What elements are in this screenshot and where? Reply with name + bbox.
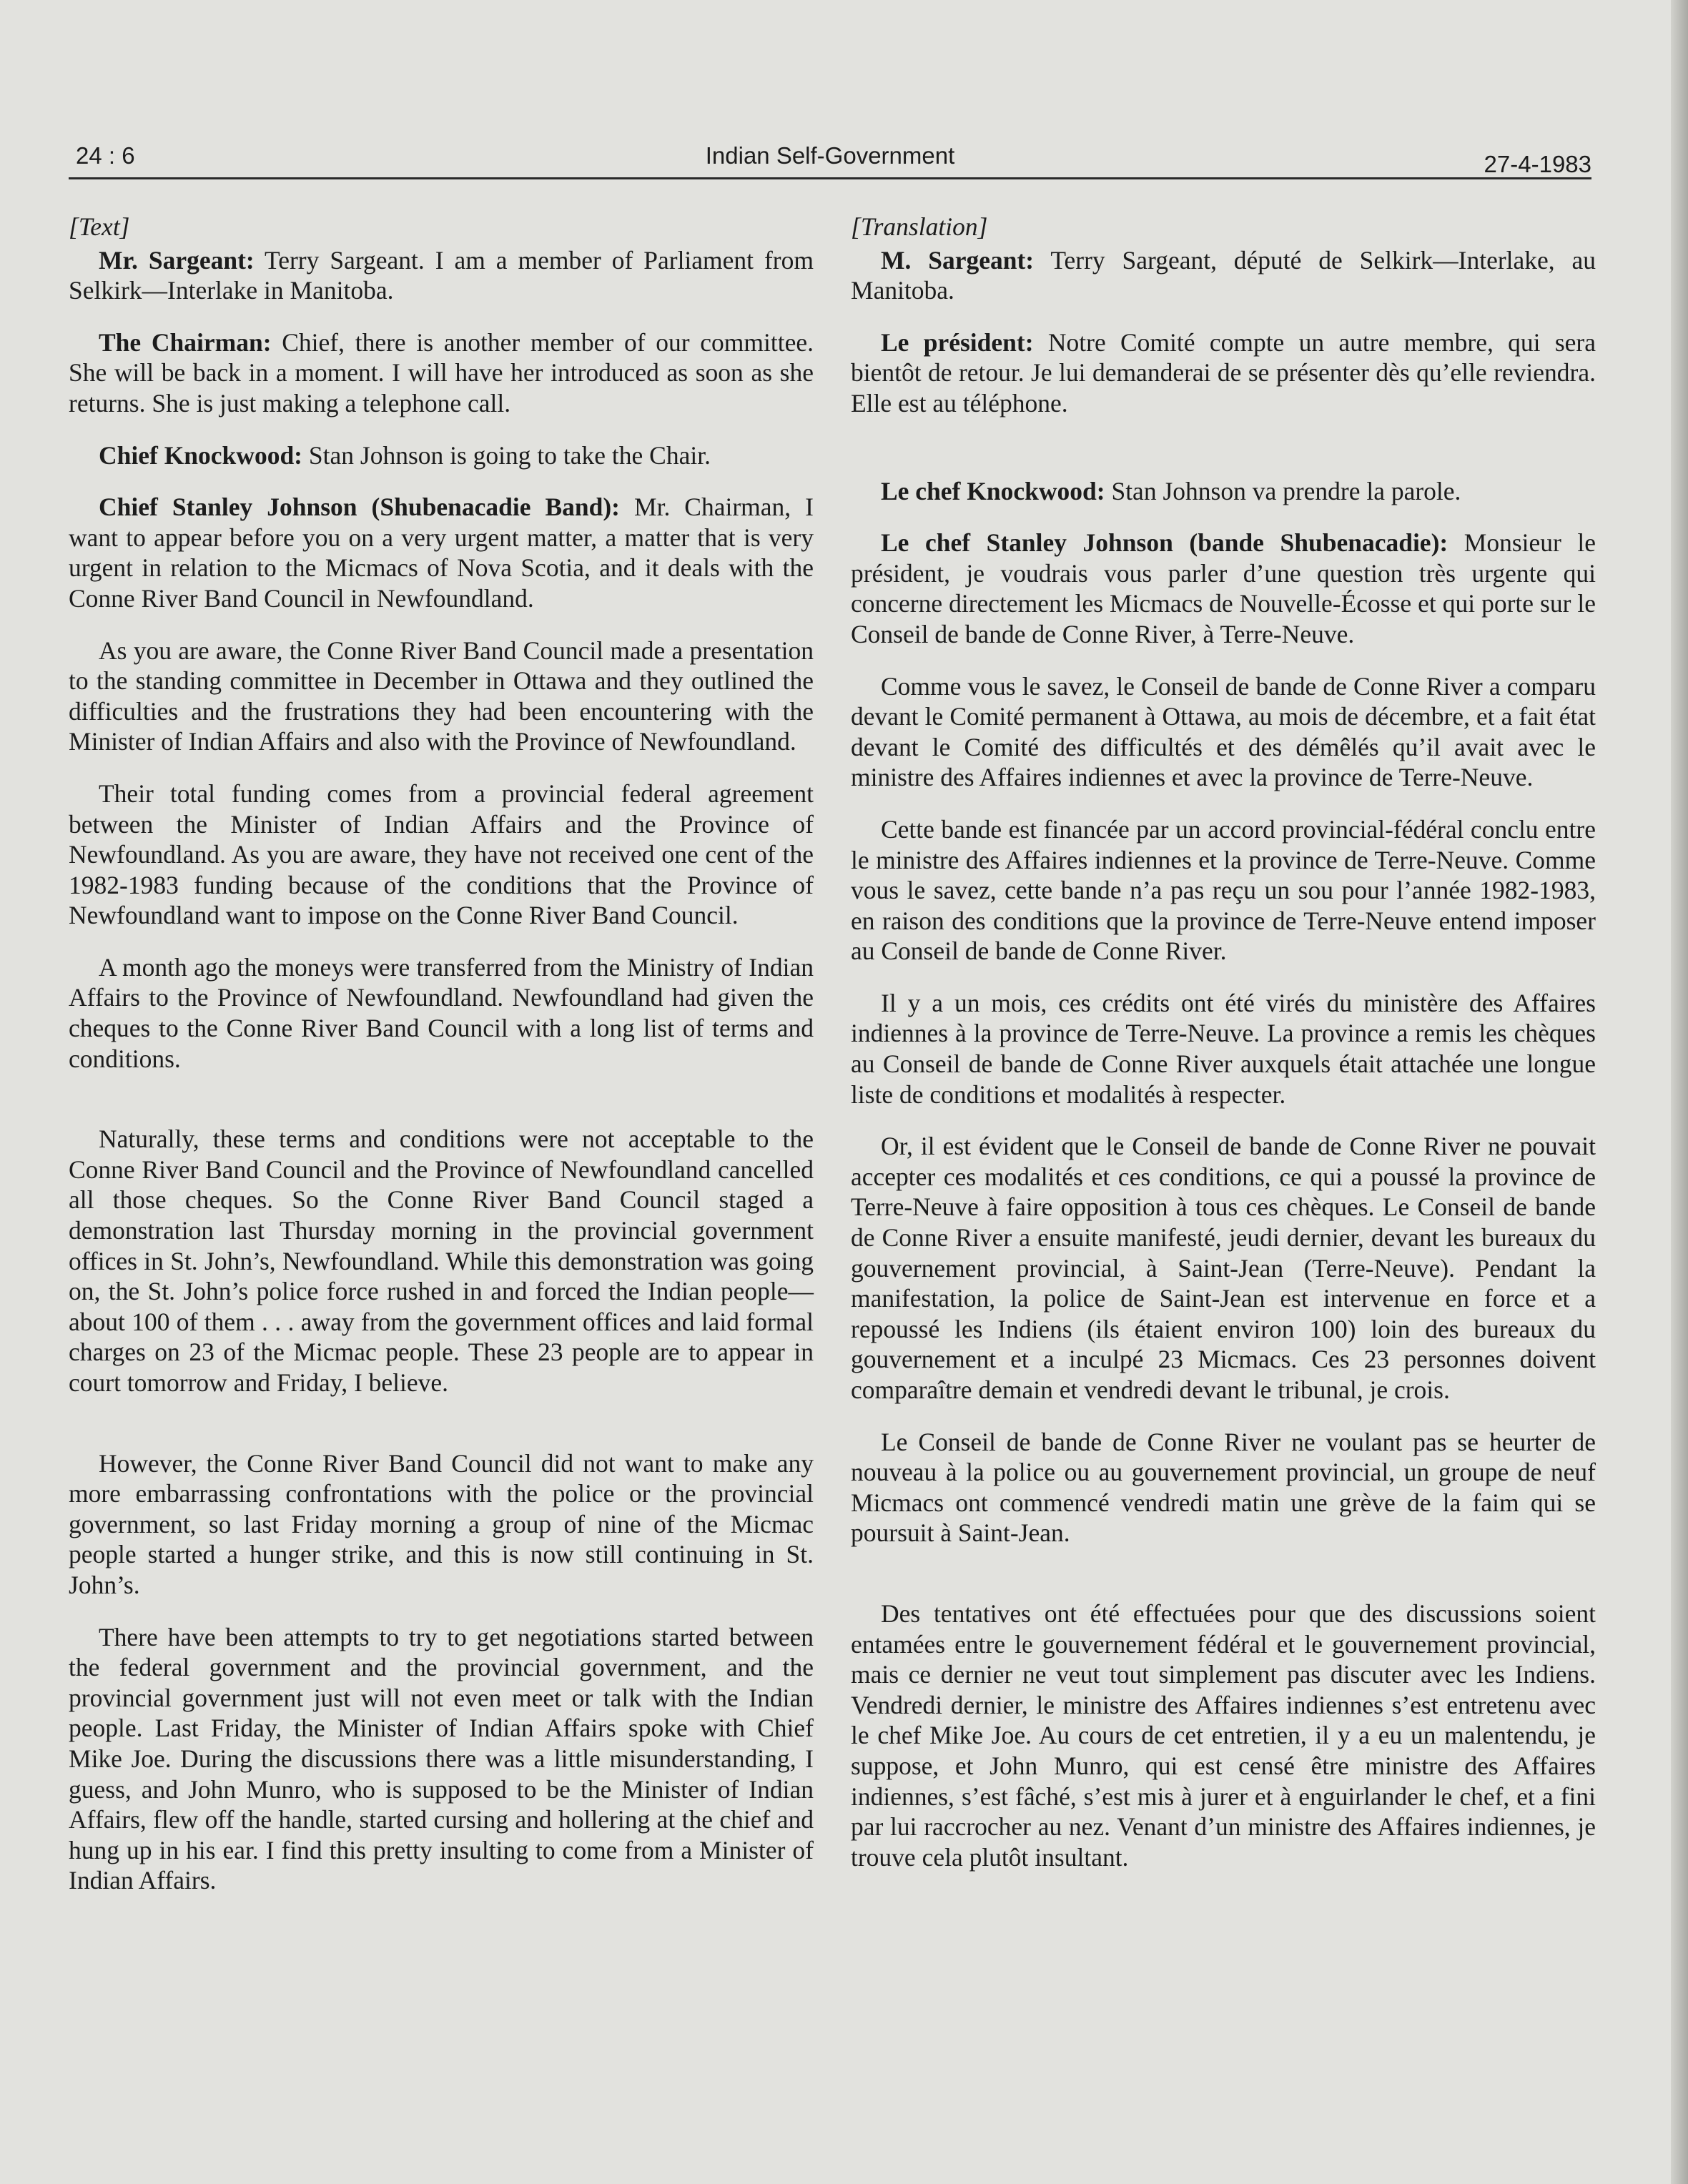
speech-text: Chief, there is another member of our committee. She will be back in a moment. I will have her introduced as soon as she returns. She is just making a telephone call.: [69, 327, 814, 417]
speaker-name: Le président:: [881, 327, 1034, 357]
speech-text: Notre Comité compte un autre membre, qui sera bientôt de retour. Je lui demanderai de se présenter dès qu’elle reviendra. Elle est au téléphone.: [851, 327, 1596, 417]
page-number: 24 : 6: [76, 142, 135, 169]
paragraph: Le Conseil de bande de Conne River ne voulant pas se heurter de nouveau à la police ou au gouvernement provincial, un groupe de neuf Micmacs ont commencé vendredi matin une grève de la faim qui se poursuit à Saint-Jean.: [851, 1427, 1596, 1548]
speaker-name: The Chairman:: [99, 327, 272, 357]
speech-text: Terry Sargeant. I am a member of Parliament from Selkirk—Interlake in Manitoba.: [69, 245, 814, 305]
paragraph: [69, 245, 814, 306]
paragraph: Or, il est évident que le Conseil de bande de Conne River ne pouvait accepter ces modalités et ces conditions, ce qui a poussé la province de Terre-Neuve à faire opposition à tous ces chèques. Le Conseil de bande de Conne River a ensuite manifesté, jeudi dernier, devant les bureaux du gouvernement provincial, à Saint-Jean (Terre-Neuve). Pendant la manifestation, la police de Saint-Jean est intervenue en force et a repoussé les Indiens (ils étaient environ 100) loin des bureaux du gouvernement et a inculpé 23 Micmacs. Ces 23 personnes doivent comparaître demain et vendredi devant le tribunal, je crois.: [851, 1132, 1596, 1404]
speaker-name: Le chef Stanley Johnson (bande Shubenacadie):: [881, 528, 1448, 558]
sitting-date: 27-4-1983: [1484, 151, 1591, 177]
french-column: [851, 212, 1596, 1894]
speaker-name: M. Sargeant:: [881, 245, 1035, 275]
paragraph: [851, 528, 1596, 649]
speaker-name: Chief Knockwood:: [99, 440, 303, 470]
paragraph: Il y a un mois, ces crédits ont été virés du ministère des Affaires indiennes à la province de Terre-Neuve. La province a remis les chèques au Conseil de bande de Conne River auxquels était attachée une longue liste de conditions et modalités à respecter.: [851, 988, 1596, 1109]
paragraph: There have been attempts to try to get negotiations started between the federal government and the provincial government, and the provincial government just will not even meet or talk with the Indian people. Last Friday, the Minister of Indian Affairs spoke with Chief Mike Joe. During the discussions there was a little misunderstanding, I guess, and John Munro, who is supposed to be the Minister of Indian Affairs, flew off the handle, started cursing and hollering at the chief and hung up in his ear. I find this pretty insulting to come from a Minister of Indian Affairs.: [69, 1622, 814, 1895]
speech-text: Stan Johnson va prendre la parole.: [1105, 476, 1461, 505]
section-label-translation: [Translation]: [851, 212, 988, 241]
paragraph: Cette bande est financée par un accord provincial-fédéral conclu entre le ministre des Affaires indiennes et la province de Terre-Neuve. Comme vous le savez, cette bande n’a pas reçu un sou pour l’année 1982-1983, en raison des conditions que la province de Terre-Neuve entend imposer au Conseil de bande de Conne River.: [851, 814, 1596, 966]
paragraph: Comme vous le savez, le Conseil de bande de Conne River a comparu devant le Comité permanent à Ottawa, au mois de décembre, et a fait état devant le Comité des difficultés et des démêlés qu’il avait avec le ministre des Affaires indiennes et avec la province de Terre-Neuve.: [851, 671, 1596, 792]
paragraph: Des tentatives ont été effectuées pour que des discussions soient entamées entre le gouvernement fédéral et le gouvernement provincial, mais ce dernier ne veut tout simplement pas discuter avec les Indiens. Vendredi dernier, le ministre des Affaires indiennes s’est entretenu avec le chef Mike Joe. Au cours de cet entretien, il y a eu un malentendu, je suppose, et John Munro, qui est censé être ministre des Affaires indiennes, s’est fâché, s’est mis à jurer et à enguirlander le chef, et a fini par lui raccrocher au nez. Venant d’un ministre des Affaires indiennes, je trouve cela plutôt insultant.: [851, 1599, 1596, 1872]
paragraph: However, the Conne River Band Council did not want to make any more embarrassing confrontations with the police or the provincial government, so last Friday morning a group of nine of the Micmac people started a hunger strike, and this is now still continuing in St. John’s.: [69, 1448, 814, 1599]
paragraph: Their total funding comes from a provincial federal agreement between the Minister of Indian Affairs and the Province of Newfoundland. As you are aware, they have not received one cent of the 1982-1983 funding because of the conditions that the Province of Newfoundland want to impose on the Conne River Band Council.: [69, 779, 814, 930]
paragraph: [69, 492, 814, 613]
header-rule: [69, 177, 1591, 179]
paragraph: As you are aware, the Conne River Band Council made a presentation to the standing committee in December in Ottawa and they outlined the difficulties and the frustrations they had been encountering with the Minister of Indian Affairs and also with the Province of Newfoundland.: [69, 636, 814, 756]
paragraph: Naturally, these terms and conditions were not acceptable to the Conne River Band Council and the Province of Newfoundland cancelled all those cheques. So the Conne River Band Council staged a demonstration last Thursday morning in the provincial government offices in St. John’s, Newfoundland. While this demonstration was going on, the St. John’s police force rushed in and forced the Indian people—about 100 of them . . . away from the government offices and laid formal charges on 23 of the Micmac people. These 23 people are to appear in court tomorrow and Friday, I believe.: [69, 1125, 814, 1397]
speech-text: Monsieur le président, je voudrais vous parler d’une question très urgente qui concerne directement les Micmacs de Nouvelle-Écosse et qui porte sur le Conseil de bande de Conne River, à Terre-Neuve.: [851, 528, 1596, 648]
running-title: Indian Self-Government: [705, 142, 955, 169]
paragraph: [851, 327, 1596, 419]
paragraph: [851, 245, 1596, 306]
paragraph: A month ago the moneys were transferred from the Ministry of Indian Affairs to the Province of Newfoundland. Newfoundland had given the cheques to the Conne River Band Council with a long list of terms and conditions.: [69, 952, 814, 1073]
speaker-name: Mr. Sargeant:: [99, 245, 255, 275]
page-edge-shadow: [1671, 0, 1688, 2184]
english-column: [69, 212, 814, 1917]
speech-text: Stan Johnson is going to take the Chair.: [302, 440, 711, 470]
speech-text: Terry Sargeant, député de Selkirk—Interlake, au Manitoba.: [851, 245, 1596, 305]
paragraph: [851, 476, 1596, 507]
paragraph: [69, 440, 814, 471]
speaker-name: Chief Stanley Johnson (Shubenacadie Band):: [99, 493, 621, 522]
paragraph: [69, 327, 814, 419]
speaker-name: Le chef Knockwood:: [881, 476, 1105, 505]
speech-text: Mr. Chairman, I want to appear before you on a very urgent matter, a matter that is very urgent in relation to the Micmacs of Nova Scotia, and it deals with the Conne River Band Council in Newfoundland.: [69, 493, 814, 613]
section-label-text: [Text]: [69, 212, 130, 241]
page-header: [69, 139, 1591, 182]
